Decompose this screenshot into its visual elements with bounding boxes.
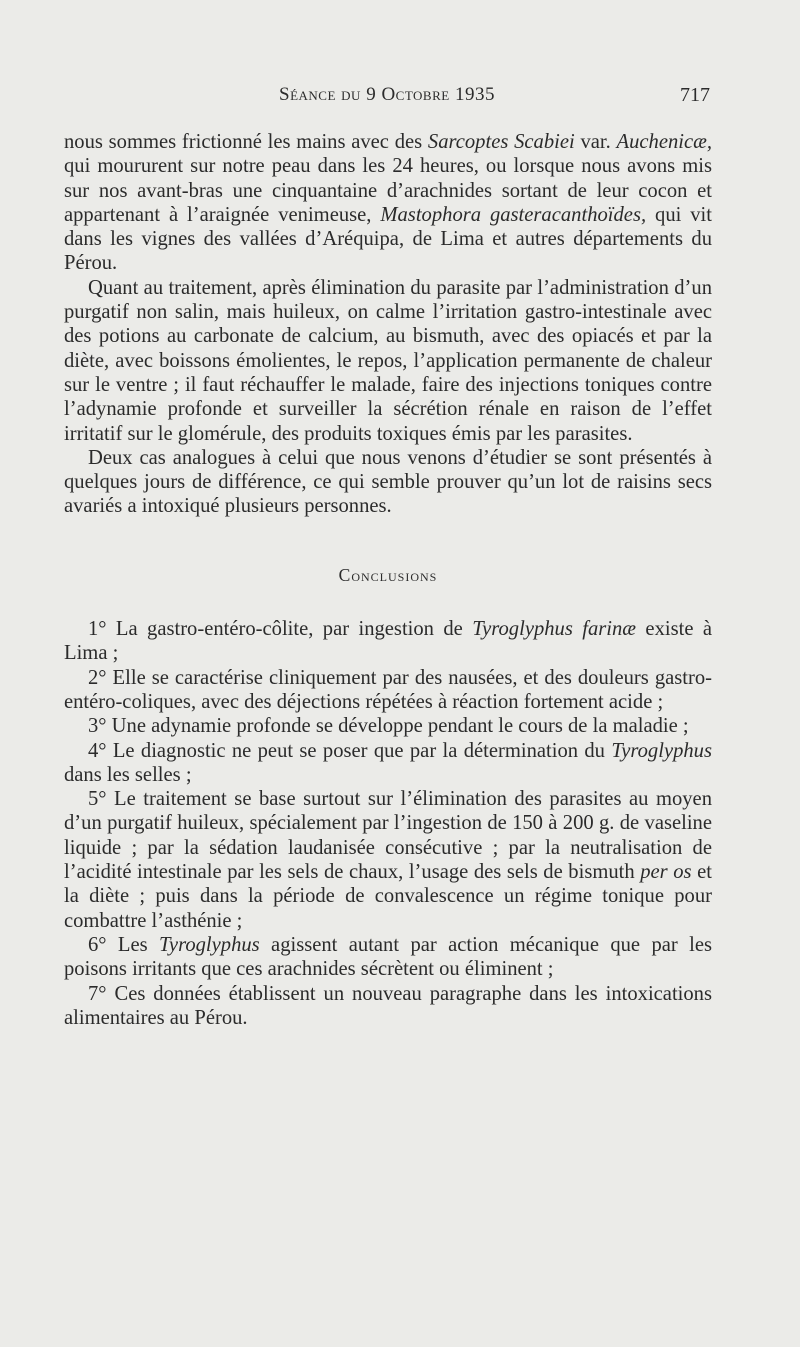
text-run: 5° Le traitement se base surtout sur l’élimination des parasites au moyen d’un purgatif huileux, spécialement par l’ingestion de 150 à 200 g. de vaseline liquide ; par la sédation laudanisée consécutive ; par la neutralisation de l’acidité intestinale par les sels de chaux, l’usage des sels de bismuth	[64, 788, 712, 884]
conclusion-item-6	[64, 933, 712, 982]
species-name: Mastophora gasteracanthoïdes,	[380, 203, 647, 226]
text-run: agissent autant par action mécanique que par les poisons irritants que ces arachnides sécrètent ou éliminent ;	[64, 933, 712, 981]
paragraph-continuation	[64, 130, 712, 276]
conclusion-item-4	[64, 739, 712, 788]
page-title: Séance du 9 Octobre 1935	[279, 84, 495, 105]
text-run: nous sommes frictionné les mains avec des	[64, 131, 428, 153]
text-run: dans les selles ;	[64, 763, 192, 786]
conclusions-heading: Conclusions	[338, 564, 438, 585]
species-name: Tyroglyphus farinæ	[472, 618, 637, 641]
text-run: 6° Les	[88, 933, 159, 956]
text-run: 1° La gastro-entéro-côlite, par ingestion de	[88, 618, 473, 641]
conclusion-item-3: 3° Une adynamie profonde se développe pendant le cours de la maladie ;	[88, 715, 689, 738]
text-run: qui moururent sur notre peau dans les 24 heures, ou lorsque nous avons mis sur nos avant-bras une cinquantaine d’arachnides sortant de leur cocon et appartenant à l’araignée venimeuse,	[64, 155, 712, 226]
latin-term: per os	[640, 861, 692, 884]
species-name: Sarcoptes Scabiei	[427, 131, 575, 153]
paragraph-cases: Deux cas analogues à celui que nous venons d’étudier se sont présentés à quelques jours de différence, ce qui semble prouver qu’un lot de raisins secs avariés a intoxiqué plusieurs personnes.	[64, 446, 712, 518]
species-name: Tyroglyphus	[611, 739, 712, 762]
conclusion-item-5	[64, 787, 712, 933]
conclusion-item-2: 2° Elle se caractérise cliniquement par des nausées, et des douleurs gastro-entéro-coliques, avec des déjections répétées à réaction fortement acide ;	[64, 666, 712, 713]
paragraph-treatment: Quant au traitement, après élimination du parasite par l’administration d’un purgatif non salin, mais huileux, on calme l’irritation gastro-intestinale avec des potions au carbonate de calcium, au bismuth, avec des opiacés et par la diète, avec boissons émolientes, le repos, l’application permanente de chaleur sur le ventre ; il faut réchauffer le malade, faire des injections toniques contre l’adynamie profonde et surveiller la sécrétion rénale en raison de l’effet irritatif sur le glomérule, des produits toxiques émis par les parasites.	[64, 276, 712, 445]
conclusion-item-7: 7° Ces données établissent un nouveau paragraphe dans les intoxications alimentaires au Pérou.	[64, 982, 712, 1029]
species-variety: Auchenicæ,	[616, 131, 712, 153]
text-run: 4° Le diagnostic ne peut se poser que par la détermination du	[88, 739, 612, 762]
text-run: et la diète ; puis dans la période de convalescence un régime tonique pour combattre l’asthénie ;	[64, 861, 712, 932]
text-run: var.	[574, 131, 617, 153]
page-number: 717	[680, 84, 710, 106]
body-text	[64, 130, 712, 1030]
species-name: Tyroglyphus	[159, 933, 260, 956]
conclusion-item-1	[64, 617, 712, 666]
text-run: qui vit dans les vignes des vallées d’Aréquipa, de Lima et autres départements du Pérou.	[64, 203, 712, 275]
running-head	[64, 84, 710, 112]
text-run: existe à Lima ;	[64, 618, 712, 665]
